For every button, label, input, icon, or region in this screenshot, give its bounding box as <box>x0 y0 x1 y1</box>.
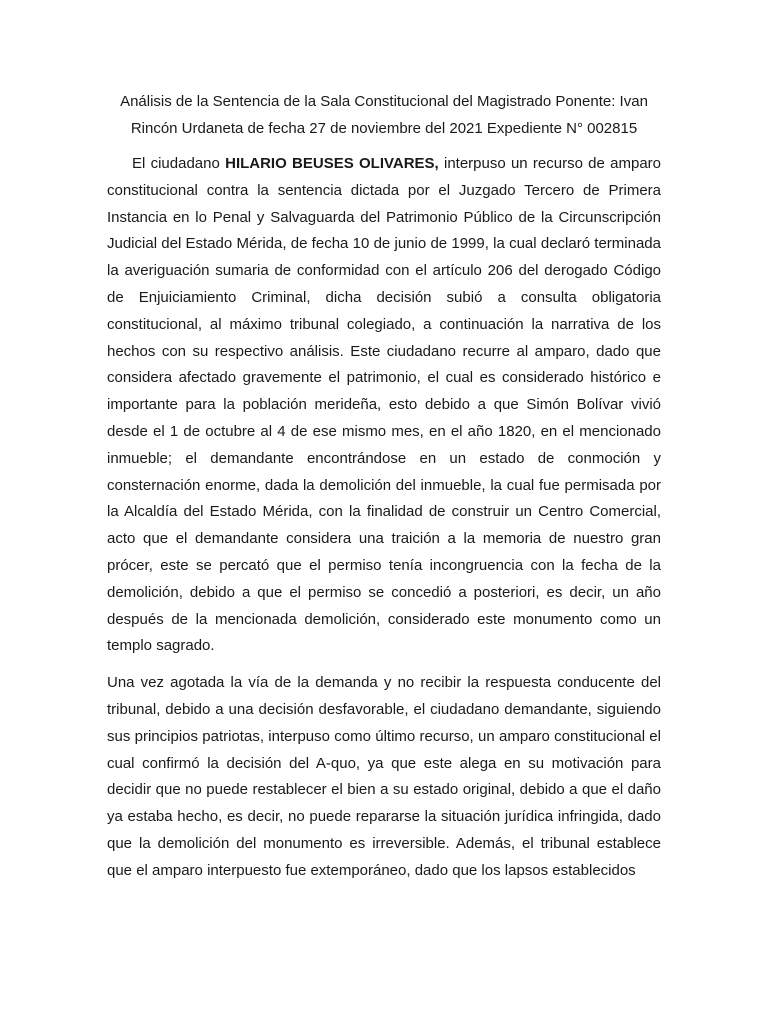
paragraph-2: Una vez agotada la vía de la demanda y no recibir la respuesta conducente del tribunal, debido a una decisión desfavorable, el ciudadano demandante, siguiendo sus principios patriotas, interpuso como último recurso, un amparo constitucional el cual confirmó la decisión del A-quo, ya que este alega en su motivación para decidir que no puede restablecer el bien a su estado original, debido a que el daño ya estaba hecho, es decir, no puede repararse la situación jurídica infringida, dado que la demolición del monumento es irreversible. Además, el tribunal establece que el amparo interpuesto fue extemporáneo, dado que los lapsos establecidos <box>107 674 661 879</box>
paragraph-1-body: interpuso un recurso de amparo constitucional contra la sentencia dictada por el Juzgado Tercero de Primera Instancia en lo Penal y Salvaguarda del Patrimonio Público de la Circunscripción Judicial del Estado Mérida, de fecha 10 de junio de 1999, la cual declaró terminada la averiguación sumaria de conformidad con el artículo 206 del derogado Código de Enjuiciamiento Criminal, dicha decisión subió a consulta obligatoria constitucional, al máximo tribunal colegiado, a continuación la narrativa de los hechos con su respectivo análisis. Este ciudadano recurre al amparo, dado que considera afectado gravemente el patrimonio, el cual es considerado histórico e importante para la población merideña, esto debido a que Simón Bolívar vivió desde el 1 de octubre al 4 de ese mismo mes, en el año 1820, en el mencionado inmueble; el demandante encontrándose en un estado de conmoción y consternación enorme, dada la demolición del inmueble, la cual fue permisada por la Alcaldía del Estado Mérida, con la finalidad de construir un Centro Comercial, acto que el demandante considera una traición a la memoria de nuestro gran prócer, este se percató que el permiso tenía incongruencia con la fecha de la demolición, debido a que el permiso se concedió a posteriori, es decir, un año después de la mencionada demolición, considerado este monumento como un templo sagrado. <box>107 155 661 655</box>
plaintiff-name: HILARIO BEUSES OLIVARES, <box>225 155 439 172</box>
paragraph-1-prefix: El ciudadano <box>132 155 226 172</box>
paragraph-1 <box>107 151 661 660</box>
document-title: Análisis de la Sentencia de la Sala Constitucional del Magistrado Ponente: Ivan Rincón Urdaneta de fecha 27 de noviembre del 2021 Expediente N° 002815 <box>120 93 648 137</box>
document-page <box>107 88 661 885</box>
